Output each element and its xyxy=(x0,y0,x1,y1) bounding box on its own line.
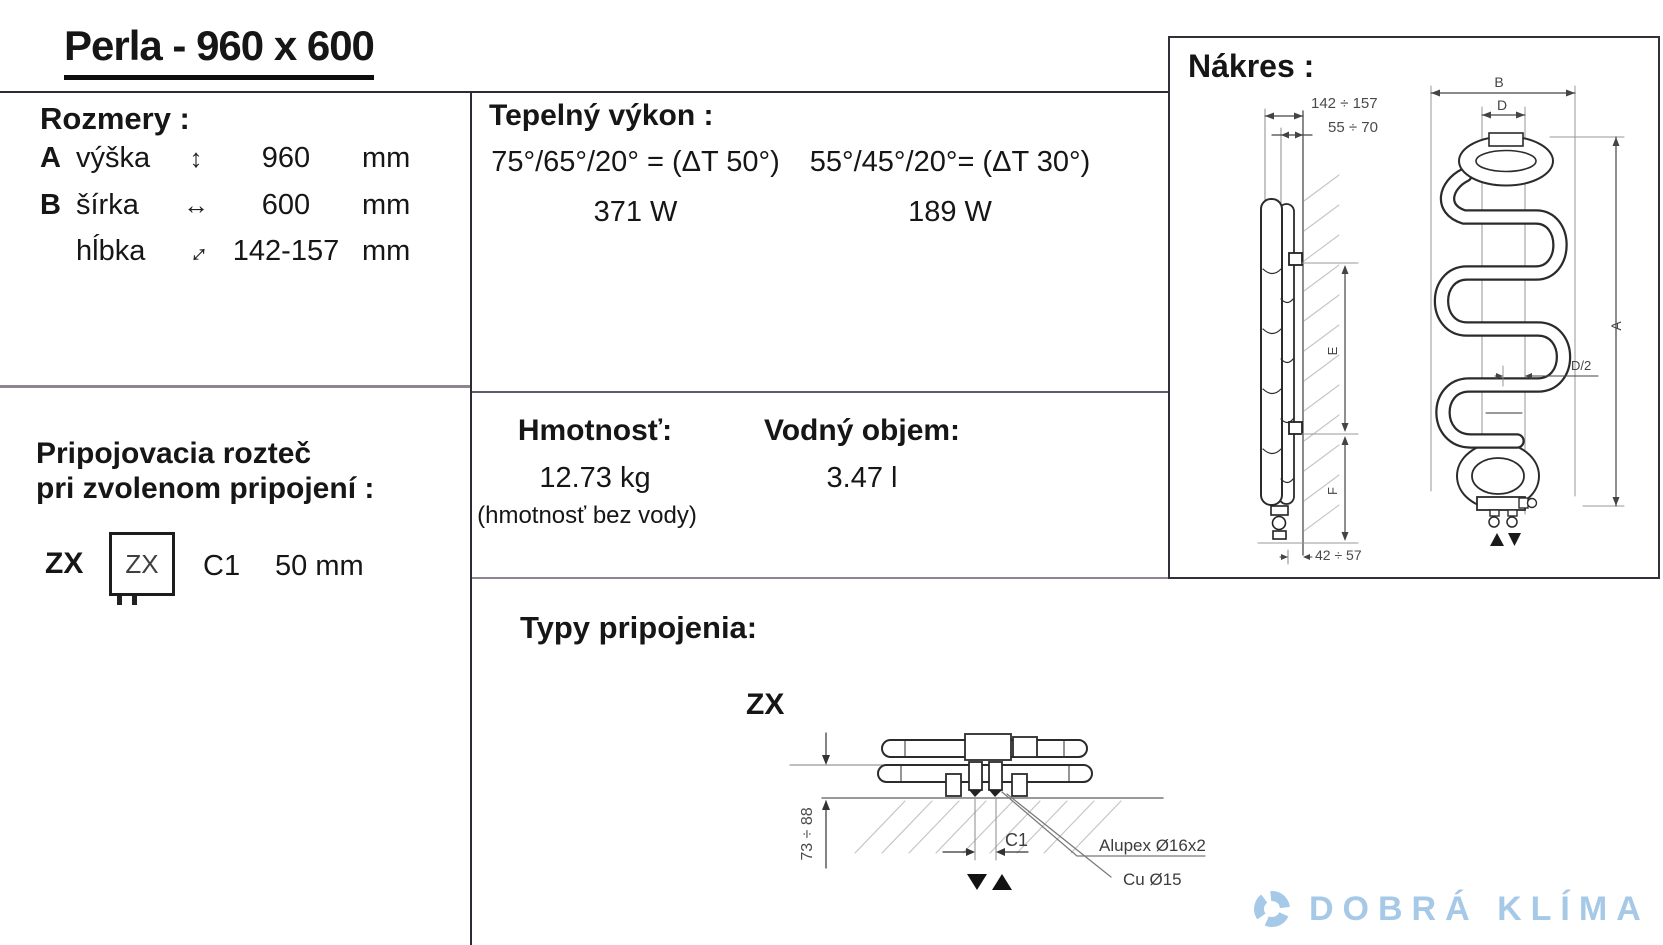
height-arrow-icon: ↕ xyxy=(189,143,203,173)
dimension-row-depth xyxy=(40,231,411,271)
divider-top xyxy=(0,91,1172,93)
divider-mid-right xyxy=(472,391,1170,393)
divider-typy xyxy=(472,577,1170,579)
dim-value: 600 xyxy=(261,189,311,221)
vodny-heading: Vodný objem: xyxy=(763,414,961,447)
nakres-drawing xyxy=(1168,36,1656,575)
zx-dim-c-label: C1 xyxy=(1005,830,1029,850)
tepelny-value-1: 371 W xyxy=(593,196,678,228)
nakres-heading: Nákres : xyxy=(1188,48,1315,84)
dim-unit: mm xyxy=(362,235,411,267)
typy-variant-label: ZX xyxy=(746,688,785,721)
side-dim-f-label: F xyxy=(1325,487,1340,495)
dim-label: šírka xyxy=(76,189,139,221)
front-dim-b-label: B xyxy=(1494,74,1504,90)
side-dim-wall-label: 55 ÷ 70 xyxy=(1328,119,1378,136)
flow-out-icon xyxy=(967,874,987,890)
divider-mid-left xyxy=(0,385,470,388)
rozmery-heading: Rozmery : xyxy=(40,101,190,136)
brand-logo-text: DOBRÁ KLÍMA xyxy=(1309,889,1650,928)
front-dim-a-label: A xyxy=(1608,321,1624,331)
tepelny-heading: Tepelný výkon : xyxy=(489,99,714,132)
zx-connection-drawing xyxy=(755,688,1220,923)
width-arrow-icon: ↔ xyxy=(183,190,209,220)
connection-stub-left xyxy=(117,596,122,605)
dim-key: B xyxy=(40,189,61,221)
dim-unit: mm xyxy=(362,189,411,221)
brand-logo xyxy=(1251,888,1650,930)
dim-value: 142-157 xyxy=(232,235,340,267)
dim-label: hĺbka xyxy=(76,235,146,267)
flow-in-icon xyxy=(992,874,1012,890)
dim-key: A xyxy=(40,142,61,174)
zx-dim-height-label: 73 ÷ 88 xyxy=(799,807,816,861)
connection-dim-label: C1 xyxy=(203,550,241,582)
connection-type-box xyxy=(109,532,175,596)
hmotnost-value: 12.73 kg xyxy=(539,462,651,494)
connection-stub-right xyxy=(132,596,137,605)
side-dim-depth-label: 142 ÷ 157 xyxy=(1311,95,1378,112)
hmotnost-heading: Hmotnosť: xyxy=(517,414,673,447)
side-dim-e-label: E xyxy=(1325,346,1340,356)
pipe-alupex-label: Alupex Ø16x2 xyxy=(1099,836,1206,855)
side-dim-bottom-label: 42 ÷ 57 xyxy=(1315,547,1362,563)
connection-type-box-label: ZX xyxy=(125,548,159,579)
tepelny-formula-2: 55°/45°/20°= (ΔT 30°) xyxy=(809,146,1091,178)
front-dim-d2-label: D/2 xyxy=(1571,358,1592,373)
logo-swirl-icon xyxy=(1251,888,1293,930)
dimension-row-height xyxy=(40,142,410,175)
pripojovacia-heading-line1: Pripojovacia rozteč xyxy=(36,437,312,470)
pipe-cu-label: Cu Ø15 xyxy=(1123,870,1182,889)
typy-heading: Typy pripojenia: xyxy=(520,610,758,645)
dimension-row-width xyxy=(40,189,410,222)
connection-dim-value: 50 mm xyxy=(275,550,364,582)
dim-label: výška xyxy=(76,142,151,174)
pripojovacia-heading xyxy=(36,436,374,506)
page-title: Perla - 960 x 600 xyxy=(64,22,374,80)
wall-hatching xyxy=(855,801,1121,853)
dim-value: 960 xyxy=(261,142,311,174)
vodny-value: 3.47 l xyxy=(826,462,898,494)
flow-out-icon xyxy=(1508,533,1521,546)
connection-type-label: ZX xyxy=(45,547,84,580)
dim-unit: mm xyxy=(362,142,411,174)
flow-in-icon xyxy=(1490,533,1504,546)
front-dim-d-label: D xyxy=(1496,97,1508,113)
tepelny-value-2: 189 W xyxy=(908,196,992,228)
pripojovacia-heading-line2: pri zvolenom pripojení : xyxy=(36,472,375,506)
tepelny-formula-1: 75°/65°/20° = (ΔT 50°) xyxy=(491,146,780,178)
hmotnost-note: (hmotnosť bez vody) xyxy=(477,502,697,529)
depth-arrow-icon: ↔ xyxy=(175,231,216,271)
